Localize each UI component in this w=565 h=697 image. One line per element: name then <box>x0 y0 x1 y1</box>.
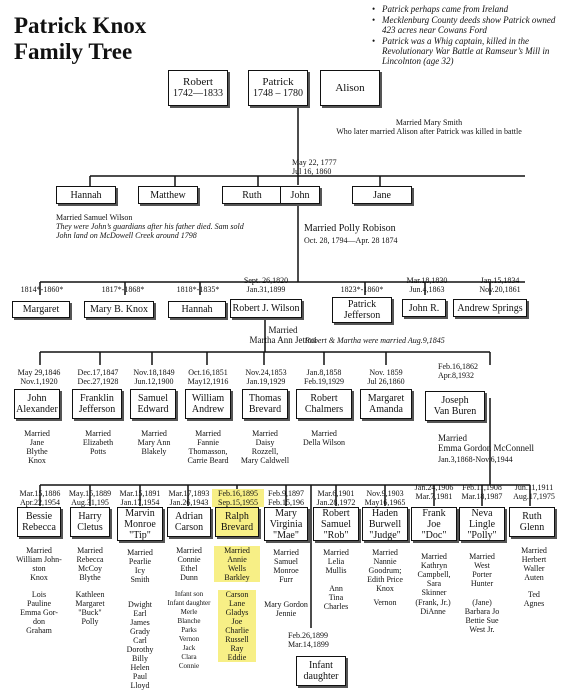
neva-lingle-children: (Jane) Barbara Jo Bettie Sue West Jr. <box>464 598 500 634</box>
person-margaret-amanda: Margaret Amanda <box>360 389 412 419</box>
infant-daughter-dates: Feb.26,1899 Mar.14,1899 <box>288 631 329 649</box>
mary-virginia-spouse: Married Samuel Monroe Furr <box>273 548 299 584</box>
joseph-van-buren-dates: Feb.16,1862 Apr.8,1932 <box>438 362 478 380</box>
person-robert-samuel: Robert Samuel "Rob" <box>313 507 359 541</box>
person-robert: Robert 1742—1833 <box>168 70 228 106</box>
john-marriage: Married Polly Robison <box>304 223 396 234</box>
adrian-carson-spouse: Married Connie Ethel Dunn <box>176 546 202 582</box>
person-robert-chalmers: Robert Chalmers <box>296 389 352 419</box>
person-mary-virginia: Mary Virginia "Mae" <box>264 507 308 541</box>
robert-samuel-children: Ann Tina Charles <box>323 584 349 611</box>
bessie-rebecca-spouse: Married William John- ston Knox <box>16 546 62 582</box>
person-hannah: Hannah <box>56 186 116 204</box>
marvin-monroe-dates: Mar.15,1891 Jan.17,1954 <box>119 489 161 507</box>
person-margaret: Margaret <box>12 301 70 318</box>
frank-joe-children: (Frank, Jr.) DiAnne <box>415 598 451 616</box>
robert-marriage: Married Martha Ann Jetton <box>249 325 317 345</box>
ralph-brevard-dates: Feb.16,1895 Sep.15,1955 <box>212 489 264 507</box>
bessie-rebecca-children: Lois Pauline Emma Gor- don Graham <box>20 590 58 635</box>
person-bessie-rebecca: Bessie Rebecca <box>17 507 61 537</box>
william-andrew-dates: Oct.16,1851 May12,1916 <box>187 368 229 386</box>
person-haden-burwell: Haden Burwell "Judge" <box>362 507 408 541</box>
mary-b-knox-dates: 1817*-1868* <box>101 285 145 294</box>
thomas-brevard-dates: Nov.24,1853 Jan.19,1929 <box>245 368 287 386</box>
robert-j-wilson-dates: Sept. 26,1820 Jan.31,1899 <box>243 276 289 294</box>
john-r-dates: Mar.18,1830 Jun.4,1863 <box>406 276 448 294</box>
note-item: • Patrick perhaps came from Ireland <box>372 4 562 14</box>
person-harry-cletus: Harry Cletus <box>70 507 110 537</box>
person-john-r: John R. <box>402 299 446 317</box>
hannah-dates: 1818*-1835* <box>176 285 220 294</box>
bessie-rebecca-dates: Mar.15,1886 Apr.22,1954 <box>19 489 61 507</box>
person-marvin-monroe: Marvin Monroe "Tip" <box>117 507 163 541</box>
person-ruth-glenn: Ruth Glenn <box>509 507 555 537</box>
person-hannah-gen3: Hannah <box>168 301 226 318</box>
person-ruth: Ruth <box>222 186 282 204</box>
hannah-marriage: Married Samuel Wilson <box>56 213 133 222</box>
person-matthew: Matthew <box>138 186 198 204</box>
adrian-carson-dates: Mar.17,1893 Jan.26,1943 <box>168 489 210 507</box>
franklin-jefferson-dates: Dec.17,1847 Dec.27,1928 <box>77 368 119 386</box>
john-dates: May 22, 1777 Jul 16, 1860 <box>292 158 337 176</box>
person-joseph-van-buren: Joseph Van Buren <box>425 391 485 421</box>
person-william-andrew: William Andrew <box>185 389 231 419</box>
adrian-carson-children: Infant son Infant daughter Merle Blanche Parks Vernon Jack Clara Connie <box>167 590 211 670</box>
person-neva-lingle: Neva Lingle "Polly" <box>459 507 505 541</box>
person-john: John <box>280 186 320 204</box>
patrick-jefferson-dates: 1823*-1860* <box>340 285 384 294</box>
margaret-amanda-dates: Nov. 1859 Jul 26,1860 <box>367 368 405 386</box>
john-alexander-dates: May 29,1846 Nov.1,1920 <box>17 368 61 386</box>
harry-cletus-spouse: Married Rebecca McCoy Blythe <box>76 546 104 582</box>
hannah-guardian-note: They were John’s guardians after his father died. Sam sold John land on McDowell Creek around 1798 <box>56 222 244 240</box>
person-robert-j-wilson: Robert J. Wilson <box>230 299 302 318</box>
robert-chalmers-dates: Jan.8,1858 Feb.19,1929 <box>304 368 344 386</box>
john-alexander-spouse: Married Jane Blythe Knox <box>24 429 50 465</box>
person-patrick-jefferson: Patrick Jefferson <box>332 297 392 323</box>
harry-cletus-dates: May.15,1889 Aug.31,195 <box>68 489 112 507</box>
person-thomas-brevard: Thomas Brevard <box>242 389 288 419</box>
ruth-glenn-children: Ted Agnes <box>523 590 545 608</box>
person-john-alexander: John Alexander <box>14 389 60 419</box>
person-adrian-carson: Adrian Carson <box>167 507 211 537</box>
robert-marriage-note: Robert & Martha were married Aug.9,1845 <box>305 336 445 345</box>
frank-joe-spouse: Married Kathryn Campbell, Sara Skinner <box>417 552 451 597</box>
haden-burwell-children: Vernon <box>373 598 397 607</box>
person-andrew-springs: Andrew Springs <box>453 299 527 317</box>
margaret-dates: 1814*-1860* <box>20 285 64 294</box>
ruth-glenn-dates: Jun.11,1911 Aug.17,1975 <box>513 483 555 501</box>
marvin-monroe-children: Dwight Earl James Grady Carl Dorothy Billy Helen Paul Lloyd <box>126 600 154 690</box>
page-title: Patrick Knox Family Tree <box>14 13 147 64</box>
person-alison: Alison <box>320 70 380 106</box>
joseph-marriage-dates: Jan.3,1868-Nov.6,1944 <box>438 455 513 464</box>
joseph-marriage: Married Emma Gordon McConnell <box>438 433 534 453</box>
patrick-marriage-note: Married Mary Smith Who later married Alison after Patrick was killed in battle <box>336 118 522 136</box>
person-infant-daughter: Infant daughter <box>296 656 346 686</box>
robert-chalmers-spouse: Married Della Wilson <box>303 429 345 447</box>
neva-lingle-spouse: Married West Porter Hunter <box>469 552 495 588</box>
person-frank-joe: Frank Joe "Doc" <box>411 507 457 541</box>
person-mary-b-knox: Mary B. Knox <box>84 301 154 318</box>
william-andrew-spouse: Married Fannie Thomasson, Carrie Beard <box>187 429 229 465</box>
samuel-edward-spouse: Married Mary Ann Blakely <box>137 429 171 456</box>
person-ralph-brevard: Ralph Brevard <box>215 507 259 537</box>
john-marriage-dates: Oct. 28, 1794—Apr. 28 1874 <box>304 236 398 245</box>
ruth-glenn-spouse: Married Herbert Waller Auten <box>521 546 547 582</box>
person-franklin-jefferson: Franklin Jefferson <box>72 389 122 419</box>
mary-virginia-dates: Feb.9,1897 Feb.15,196 <box>268 489 304 507</box>
robert-samuel-dates: Mar.6,1901 Jan.28,1972 <box>316 489 356 507</box>
harry-cletus-children: Kathleen Margaret "Buck" Polly <box>75 590 105 626</box>
andrew-springs-dates: Jan.15,1834 Nov.20,1861 <box>479 276 521 294</box>
samuel-edward-dates: Nov.18,1849 Jun.12,1900 <box>133 368 175 386</box>
thomas-brevard-spouse: Married Daisy Rozzell, Mary Caldwell <box>240 429 290 465</box>
haden-burwell-dates: Nov.9,1903 May16,1965 <box>364 489 406 507</box>
note-item: • Mecklenburg County deeds show Patrick owned 423 acres near Cowans Ford <box>372 15 562 35</box>
haden-burwell-spouse: Married Nannie Goodrum; Edith Price Knox <box>367 548 403 593</box>
person-jane: Jane <box>352 186 412 204</box>
neva-lingle-dates: Feb.11,1908 Mar.18,1987 <box>461 483 503 501</box>
ralph-brevard-spouse: Married Annie Wells Barkley <box>214 546 260 582</box>
robert-samuel-spouse: Married Lelia Mullis <box>323 548 349 575</box>
marvin-monroe-spouse: Married Pearlie Icy Smith <box>127 548 153 584</box>
person-patrick: Patrick 1748 – 1780 <box>248 70 308 106</box>
note-item: • Patrick was a Whig captain, killed in the Revolutionary War Battle at Ramseur’s Mill in Lincolnton (age 32) <box>372 36 562 66</box>
mary-virginia-children: Mary Gordon Jennie <box>264 600 308 618</box>
ralph-brevard-children: Carson Lane Gladys Joe Charlie Russell Ray Eddie <box>218 590 256 662</box>
person-samuel-edward: Samuel Edward <box>130 389 176 419</box>
franklin-jefferson-spouse: Married Elizabeth Potts <box>82 429 114 456</box>
frank-joe-dates: Jan.24,1906 Mar.7,1981 <box>414 483 454 501</box>
